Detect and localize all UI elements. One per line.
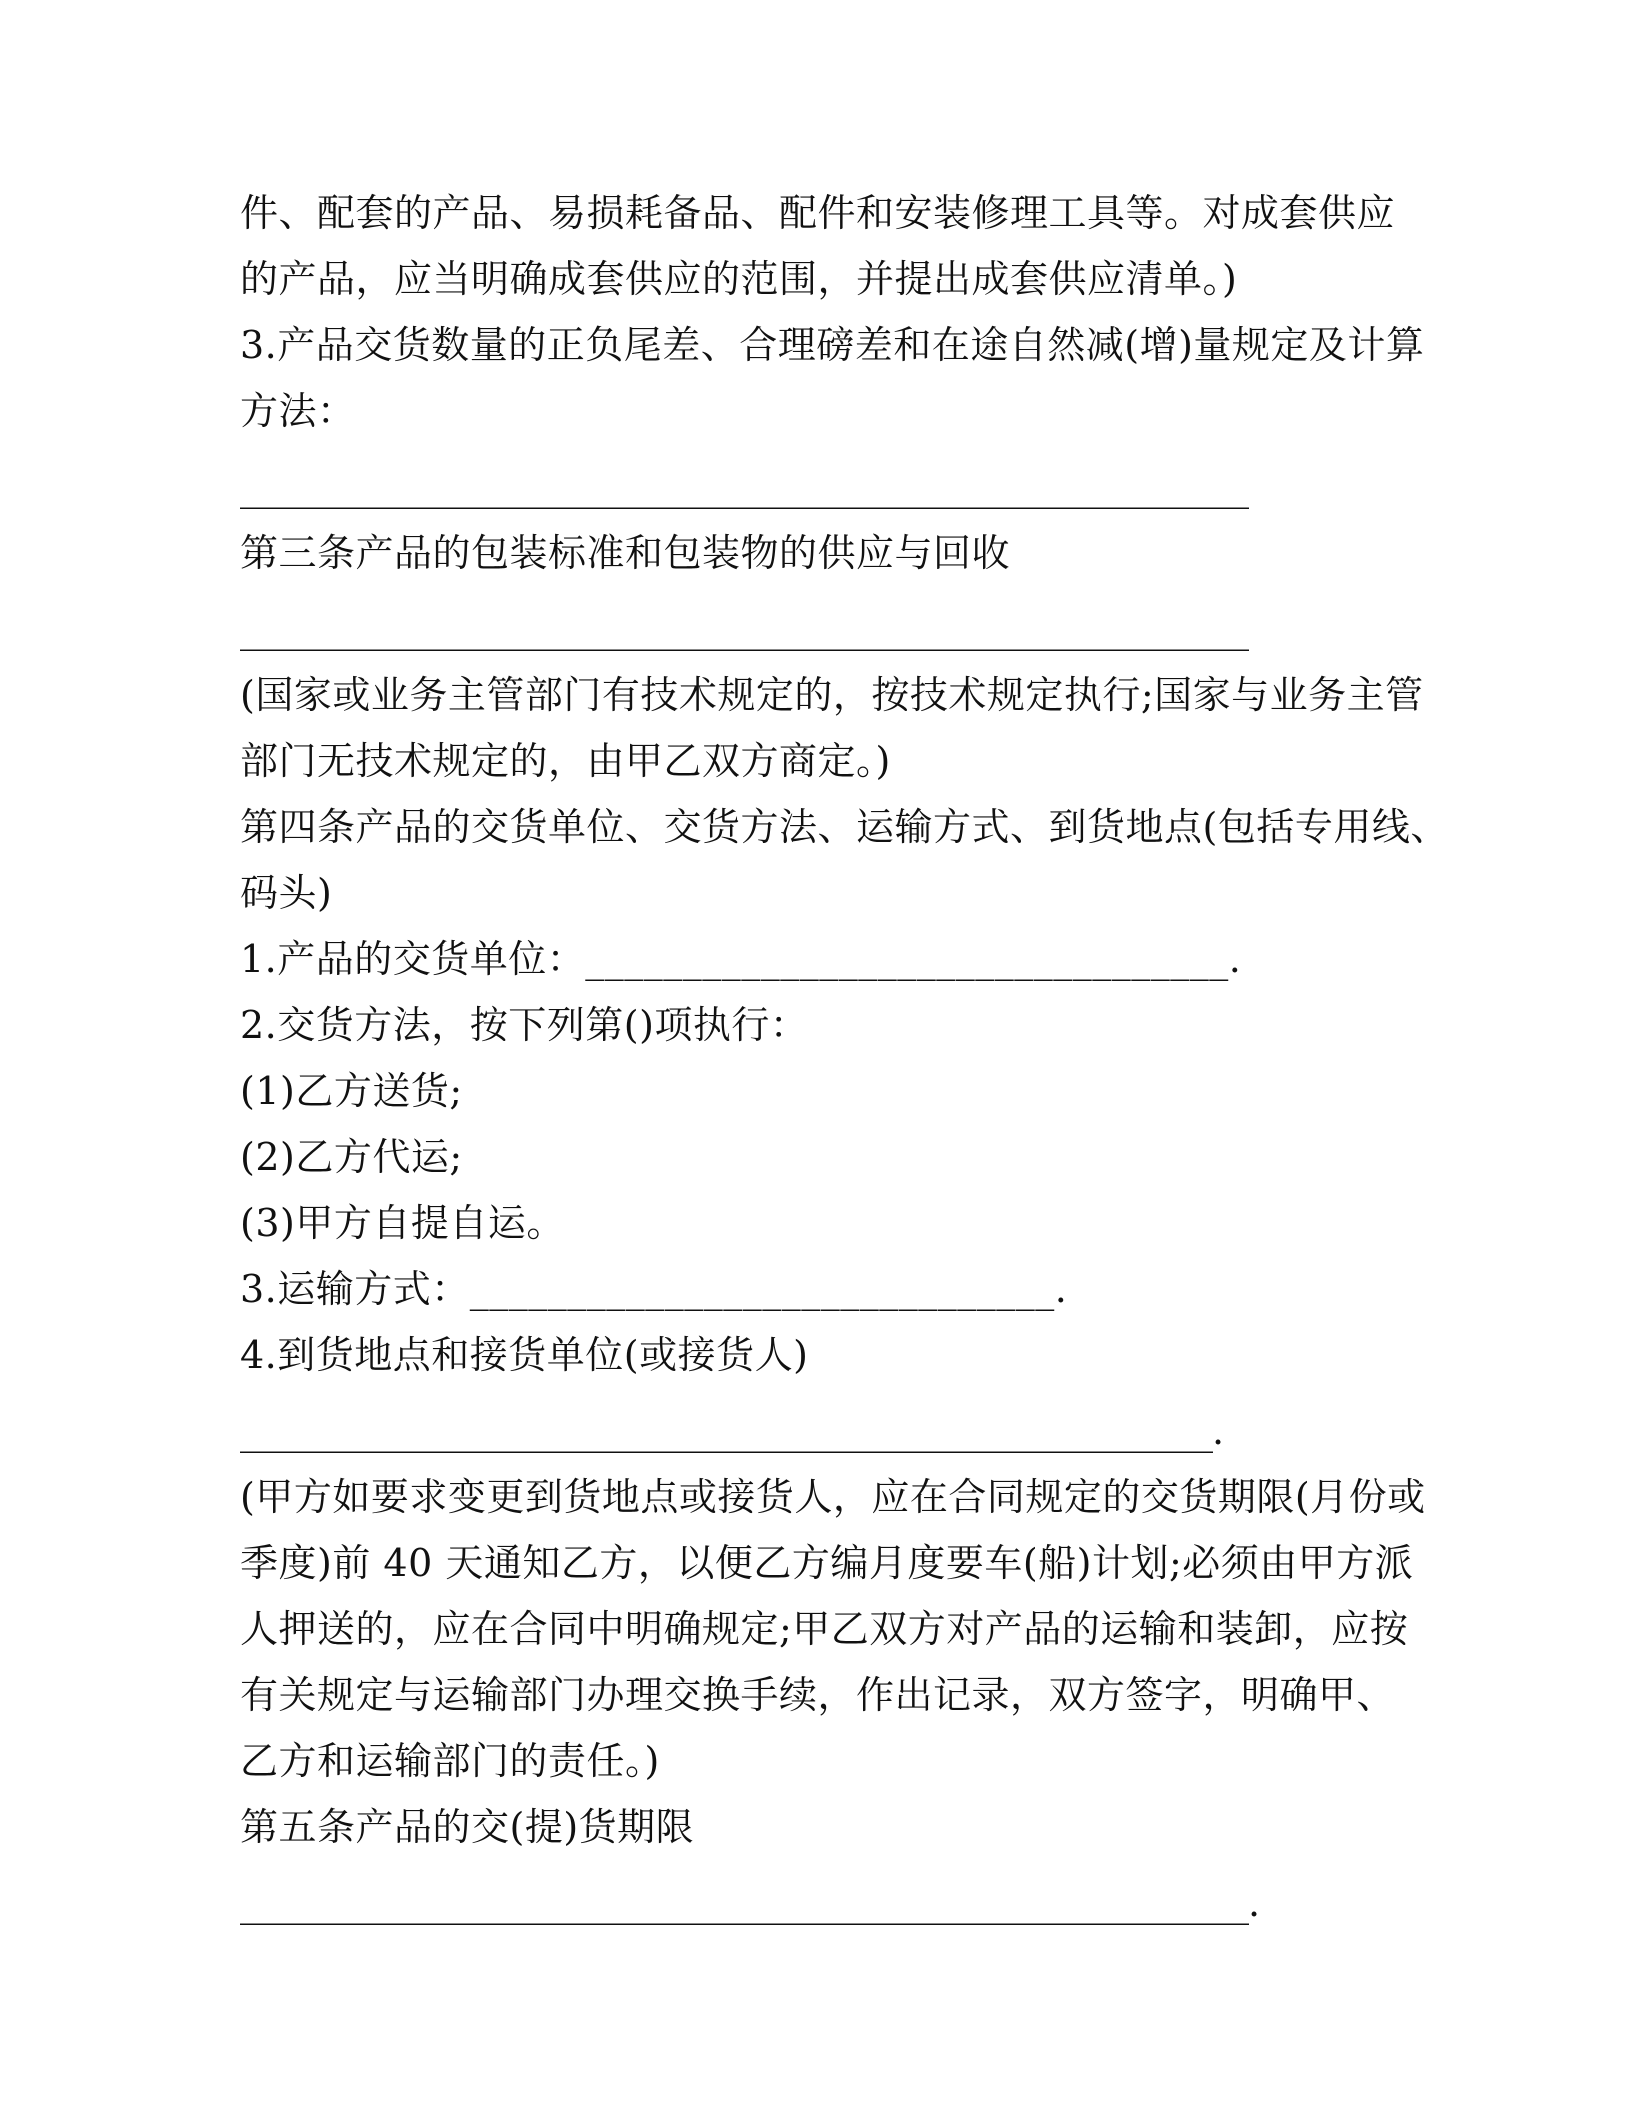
document-body xyxy=(240,180,1449,1936)
article-5-heading: 第五条产品的交(提)货期限 xyxy=(240,1805,695,1849)
text-line-9: 部门无技术规定的，由甲乙双方商定。) xyxy=(240,739,891,783)
blank-line-1: ________________________________________________________ xyxy=(240,465,1248,509)
text-line-3: 3.产品交货数量的正负尾差、合理磅差和在途自然减(增)量规定及计算 xyxy=(240,323,1425,367)
transport-method-line: 3.运输方式：______________________________. xyxy=(240,1267,1068,1311)
delivery-unit-line: 1.产品的交货单位：_________________________________. xyxy=(240,937,1242,981)
text-line-8: (国家或业务主管部门有技术规定的，按技术规定执行;国家与业务主管 xyxy=(240,673,1424,717)
text-line-4: 方法： xyxy=(240,389,356,433)
option-1-line: (1)乙方送货; xyxy=(240,1069,463,1113)
option-3-line: (3)甲方自提自运。 xyxy=(240,1201,565,1245)
article-3-heading: 第三条产品的包装标准和包装物的供应与回收 xyxy=(240,531,1011,575)
text-line-11: 码头) xyxy=(240,871,333,915)
option-2-line: (2)乙方代运; xyxy=(240,1135,463,1179)
text-line-23: 有关规定与运输部门办理交换手续，作出记录，双方签字，明确甲、 xyxy=(240,1673,1396,1717)
article-4-heading: 第四条产品的交货单位、交货方法、运输方式、到货地点(包括专用线、 xyxy=(240,805,1449,849)
text-line-20: (甲方如要求变更到货地点或接货人，应在合同规定的交货期限(月份或 xyxy=(240,1475,1426,1519)
delivery-method-line: 2.交货方法，按下列第()项执行： xyxy=(240,1003,809,1047)
blank-line-4: ________________________________________________________. xyxy=(240,1881,1260,1925)
arrival-location-line: 4.到货地点和接货单位(或接货人) xyxy=(240,1333,809,1377)
blank-line-3: ______________________________________________________. xyxy=(240,1409,1224,1453)
text-line-24: 乙方和运输部门的责任。) xyxy=(240,1739,660,1783)
text-line-2: 的产品，应当明确成套供应的范围，并提出成套供应清单。) xyxy=(240,257,1238,301)
text-line-1: 件、配套的产品、易损耗备品、配件和安装修理工具等。对成套供应 xyxy=(240,191,1396,235)
text-line-22: 人押送的，应在合同中明确规定;甲乙双方对产品的运输和装卸，应按 xyxy=(240,1607,1409,1651)
blank-line-2: ________________________________________________________ xyxy=(240,607,1248,651)
text-line-21: 季度)前 40 天通知乙方，以便乙方编月度要车(船)计划;必须由甲方派 xyxy=(240,1541,1414,1585)
